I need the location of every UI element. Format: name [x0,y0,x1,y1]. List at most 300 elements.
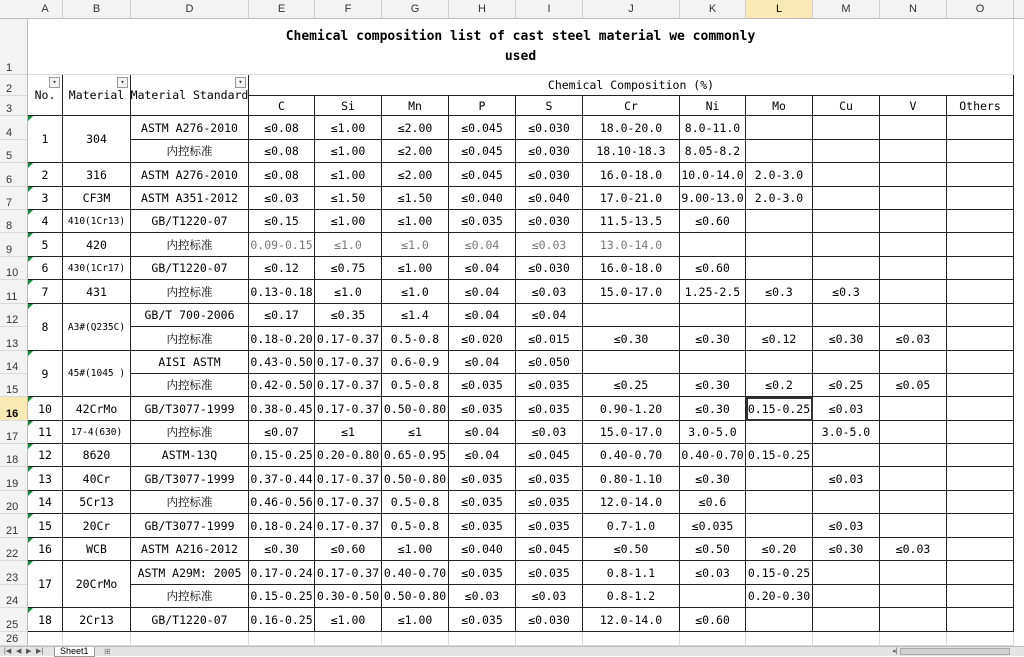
composition-cell[interactable]: ≤0.035 [516,491,583,514]
row-header-20[interactable] [0,491,27,514]
composition-cell[interactable]: ≤0.30 [813,538,880,561]
composition-cell[interactable] [947,140,1014,163]
composition-cell[interactable]: 0.40-0.70 [382,561,449,585]
composition-cell[interactable]: 0.8-1.2 [583,585,680,608]
composition-cell[interactable] [746,608,813,632]
header-element-mo[interactable]: Mo [746,96,813,116]
composition-cell[interactable]: 0.30-0.50 [315,585,382,608]
composition-cell[interactable] [746,304,813,327]
composition-cell[interactable]: ≤0.60 [680,210,746,233]
composition-cell[interactable]: 10.0-14.0 [680,163,746,187]
composition-cell[interactable] [947,421,1014,444]
composition-cell[interactable]: ≤1.50 [382,187,449,210]
composition-cell[interactable]: 0.50-0.80 [382,467,449,491]
composition-cell[interactable]: ≤0.035 [449,608,516,632]
sheet-tab[interactable]: Sheet1 [54,647,95,657]
composition-cell[interactable]: ≤0.30 [249,538,315,561]
composition-cell[interactable] [880,608,947,632]
material-standard[interactable]: GB/T1220-07 [131,210,249,233]
composition-cell[interactable]: ≤0.03 [516,233,583,257]
material-no[interactable]: 6 [28,257,63,280]
composition-cell[interactable]: 12.0-14.0 [583,491,680,514]
composition-cell[interactable]: ≤0.030 [516,163,583,187]
composition-cell[interactable] [880,187,947,210]
material-name[interactable]: 5Cr13 [63,491,131,514]
composition-cell[interactable] [880,233,947,257]
row-header-2[interactable] [0,75,27,96]
empty-cell[interactable] [947,632,1014,646]
composition-cell[interactable]: ≤0.60 [680,608,746,632]
column-header-g[interactable]: G [382,0,449,18]
composition-cell[interactable]: ≤1 [315,421,382,444]
composition-cell[interactable] [947,257,1014,280]
empty-cell[interactable] [449,632,516,646]
header-element-cu[interactable]: Cu [813,96,880,116]
composition-cell[interactable]: ≤0.30 [680,467,746,491]
material-no[interactable]: 8 [28,304,63,351]
composition-cell[interactable]: ≤1.00 [382,257,449,280]
composition-cell[interactable] [947,514,1014,538]
material-no[interactable]: 13 [28,467,63,491]
composition-cell[interactable] [746,421,813,444]
composition-cell[interactable]: ≤0.50 [583,538,680,561]
composition-cell[interactable] [813,140,880,163]
composition-cell[interactable]: ≤0.030 [516,257,583,280]
composition-cell[interactable]: ≤0.50 [680,538,746,561]
material-standard[interactable]: 内控标准 [131,585,249,608]
composition-cell[interactable]: ≤0.03 [880,538,947,561]
row-header-11[interactable] [0,280,27,304]
composition-cell[interactable]: ≤0.035 [449,491,516,514]
composition-cell[interactable]: 15.0-17.0 [583,421,680,444]
composition-cell[interactable]: ≤0.03 [813,467,880,491]
row-header-19[interactable] [0,467,27,491]
composition-cell[interactable]: ≤0.04 [449,304,516,327]
composition-cell[interactable]: ≤0.75 [315,257,382,280]
composition-cell[interactable] [947,608,1014,632]
composition-cell[interactable] [880,351,947,374]
composition-cell[interactable]: ≤0.035 [516,467,583,491]
composition-cell[interactable]: 0.15-0.25 [746,444,813,467]
composition-cell[interactable]: ≤0.03 [880,327,947,351]
composition-cell[interactable]: ≤0.035 [516,561,583,585]
composition-cell[interactable]: ≤0.6 [680,491,746,514]
composition-cell[interactable]: 15.0-17.0 [583,280,680,304]
row-header-23[interactable] [0,561,27,585]
composition-cell[interactable]: 0.20-0.80 [315,444,382,467]
composition-cell[interactable]: 0.5-0.8 [382,491,449,514]
composition-cell[interactable] [813,304,880,327]
composition-cell[interactable]: ≤0.30 [813,327,880,351]
composition-cell[interactable] [880,585,947,608]
material-standard[interactable]: 内控标准 [131,233,249,257]
composition-cell[interactable]: ≤1.00 [315,163,382,187]
composition-cell[interactable] [947,233,1014,257]
composition-cell[interactable] [947,187,1014,210]
composition-cell[interactable]: 3.0-5.0 [680,421,746,444]
composition-cell[interactable] [746,491,813,514]
material-name[interactable]: 430(1Cr17) [63,257,131,280]
composition-cell[interactable]: ≤0.25 [583,374,680,397]
composition-cell[interactable]: 0.50-0.80 [382,397,449,421]
header-element-c[interactable]: C [249,96,315,116]
composition-cell[interactable]: 0.15-0.25 [746,561,813,585]
composition-cell[interactable]: 0.5-0.8 [382,514,449,538]
composition-cell[interactable]: ≤0.04 [449,280,516,304]
material-no[interactable]: 15 [28,514,63,538]
material-standard[interactable]: 内控标准 [131,327,249,351]
empty-cell[interactable] [880,632,947,646]
composition-cell[interactable]: ≤0.035 [449,397,516,421]
composition-cell[interactable]: 0.15-0.25 [249,585,315,608]
composition-cell[interactable]: 0.43-0.50 [249,351,315,374]
composition-cell[interactable]: ≤0.60 [315,538,382,561]
material-name[interactable]: 45#(1045 ) [63,351,131,397]
composition-cell[interactable]: 0.40-0.70 [680,444,746,467]
composition-cell[interactable] [746,210,813,233]
empty-cell[interactable] [315,632,382,646]
composition-cell[interactable] [813,561,880,585]
composition-cell[interactable]: ≤0.03 [813,397,880,421]
header-element-si[interactable]: Si [315,96,382,116]
material-standard[interactable]: ASTM A216-2012 [131,538,249,561]
composition-cell[interactable]: 0.5-0.8 [382,374,449,397]
composition-cell[interactable] [813,210,880,233]
material-standard[interactable]: GB/T1220-07 [131,257,249,280]
composition-cell[interactable]: 0.42-0.50 [249,374,315,397]
composition-cell[interactable] [880,514,947,538]
material-name[interactable]: WCB [63,538,131,561]
composition-cell[interactable]: ≤0.15 [249,210,315,233]
row-header-15[interactable] [0,374,27,397]
composition-cell[interactable]: ≤1 [382,421,449,444]
composition-cell[interactable]: ≤1.50 [315,187,382,210]
composition-cell[interactable] [880,140,947,163]
composition-cell[interactable] [880,491,947,514]
composition-cell[interactable] [947,163,1014,187]
composition-cell[interactable]: 0.65-0.95 [382,444,449,467]
composition-cell[interactable]: 0.50-0.80 [382,585,449,608]
material-standard[interactable]: GB/T3077-1999 [131,467,249,491]
row-header-8[interactable] [0,210,27,233]
composition-cell[interactable]: 0.46-0.56 [249,491,315,514]
material-name[interactable]: 316 [63,163,131,187]
composition-cell[interactable]: ≤0.045 [516,538,583,561]
insert-sheet-icon[interactable]: ⊞ [104,647,111,656]
prev-sheet-icon[interactable]: ◀ [16,648,22,655]
composition-cell[interactable]: ≤0.20 [746,538,813,561]
composition-cell[interactable] [813,351,880,374]
composition-cell[interactable] [947,374,1014,397]
composition-cell[interactable] [947,585,1014,608]
composition-cell[interactable] [583,351,680,374]
composition-cell[interactable]: 0.5-0.8 [382,327,449,351]
column-header-j[interactable]: J [583,0,680,18]
composition-cell[interactable]: ≤0.30 [583,327,680,351]
row-header-7[interactable] [0,187,27,210]
material-name[interactable]: 20CrMo [63,561,131,608]
composition-cell[interactable]: ≤0.30 [680,327,746,351]
composition-cell[interactable]: 8.0-11.0 [680,116,746,140]
composition-cell[interactable] [680,351,746,374]
header-element-p[interactable]: P [449,96,516,116]
composition-cell[interactable]: ≤0.035 [449,210,516,233]
material-name[interactable]: 17-4(630) [63,421,131,444]
composition-cell[interactable]: ≤0.30 [680,397,746,421]
composition-cell[interactable]: ≤0.30 [680,374,746,397]
composition-cell[interactable]: ≤0.050 [516,351,583,374]
composition-cell[interactable]: ≤0.2 [746,374,813,397]
composition-cell[interactable]: ≤1.00 [382,538,449,561]
composition-cell[interactable]: ≤0.12 [746,327,813,351]
composition-cell[interactable] [813,233,880,257]
composition-cell[interactable]: 0.80-1.10 [583,467,680,491]
column-header-b[interactable]: B [63,0,131,18]
composition-cell[interactable]: 0.09-0.15 [249,233,315,257]
composition-cell[interactable]: ≤0.3 [813,280,880,304]
header-element-s[interactable]: S [516,96,583,116]
empty-cell[interactable] [382,632,449,646]
row-header-12[interactable] [0,304,27,327]
composition-cell[interactable]: ≤1.00 [315,140,382,163]
row-header-4[interactable] [0,116,27,140]
row-header-10[interactable] [0,257,27,280]
composition-cell[interactable] [947,304,1014,327]
composition-cell[interactable] [947,397,1014,421]
composition-cell[interactable] [947,538,1014,561]
material-standard[interactable]: GB/T1220-07 [131,608,249,632]
composition-cell[interactable]: ≤0.030 [516,140,583,163]
composition-cell[interactable]: ≤0.03 [516,280,583,304]
header-element-v[interactable]: V [880,96,947,116]
composition-cell[interactable] [813,608,880,632]
composition-cell[interactable]: 0.20-0.30 [746,585,813,608]
row-header-21[interactable] [0,514,27,538]
composition-cell[interactable] [880,421,947,444]
composition-cell[interactable] [947,561,1014,585]
column-header-l[interactable]: L [746,0,813,18]
composition-cell[interactable] [947,491,1014,514]
composition-cell[interactable] [680,233,746,257]
composition-cell[interactable]: ≤0.08 [249,163,315,187]
composition-cell[interactable]: ≤0.04 [516,304,583,327]
composition-cell[interactable] [947,467,1014,491]
composition-cell[interactable]: 0.16-0.25 [249,608,315,632]
composition-cell[interactable]: ≤1.0 [315,280,382,304]
composition-cell[interactable]: ≤1.00 [315,210,382,233]
composition-cell[interactable]: 0.17-0.37 [315,374,382,397]
composition-cell[interactable] [880,397,947,421]
composition-cell[interactable]: 16.0-18.0 [583,257,680,280]
composition-cell[interactable]: 0.15-0.25 [249,444,315,467]
composition-cell[interactable] [680,304,746,327]
composition-cell[interactable]: 13.0-14.0 [583,233,680,257]
composition-cell[interactable]: ≤0.3 [746,280,813,304]
composition-cell[interactable]: 0.6-0.9 [382,351,449,374]
composition-cell[interactable] [947,327,1014,351]
composition-cell[interactable]: 11.5-13.5 [583,210,680,233]
header-no[interactable]: No. ▾ [28,75,63,116]
composition-cell[interactable]: ≤0.12 [249,257,315,280]
material-standard[interactable]: AISI ASTM [131,351,249,374]
split-handle-icon[interactable]: ◂| [892,648,898,655]
row-header-18[interactable] [0,444,27,467]
material-no[interactable]: 7 [28,280,63,304]
material-no[interactable]: 9 [28,351,63,397]
composition-cell[interactable]: ≤0.030 [516,210,583,233]
empty-cell[interactable] [746,632,813,646]
empty-cell[interactable] [813,632,880,646]
composition-cell[interactable]: ≤2.00 [382,116,449,140]
material-no[interactable]: 10 [28,397,63,421]
composition-cell[interactable]: ≤0.035 [449,467,516,491]
material-no[interactable]: 4 [28,210,63,233]
row-header-25[interactable] [0,608,27,632]
material-name[interactable]: 8620 [63,444,131,467]
composition-cell[interactable]: ≤0.035 [516,374,583,397]
composition-cell[interactable]: ≤1.00 [315,116,382,140]
material-no[interactable]: 17 [28,561,63,608]
composition-cell[interactable] [880,210,947,233]
material-standard[interactable]: GB/T3077-1999 [131,397,249,421]
composition-cell[interactable]: 16.0-18.0 [583,163,680,187]
material-no[interactable]: 5 [28,233,63,257]
composition-cell[interactable] [746,351,813,374]
material-no[interactable]: 18 [28,608,63,632]
column-header-o[interactable]: O [947,0,1014,18]
material-name[interactable]: 2Cr13 [63,608,131,632]
row-header-1[interactable] [0,19,27,75]
composition-cell[interactable]: ≤0.04 [449,421,516,444]
composition-cell[interactable]: 0.17-0.37 [315,327,382,351]
composition-cell[interactable]: ≤0.035 [516,514,583,538]
composition-cell[interactable]: 17.0-21.0 [583,187,680,210]
composition-cell[interactable] [880,444,947,467]
row-header-9[interactable] [0,233,27,257]
empty-cell[interactable] [131,632,249,646]
column-header-k[interactable]: K [680,0,746,18]
composition-cell[interactable] [746,467,813,491]
composition-cell[interactable]: 0.13-0.18 [249,280,315,304]
material-standard[interactable]: 内控标准 [131,374,249,397]
composition-cell[interactable]: ≤0.035 [449,561,516,585]
composition-cell[interactable]: ≤0.03 [516,585,583,608]
row-header-6[interactable] [0,163,27,187]
material-name[interactable]: 410(1Cr13) [63,210,131,233]
composition-cell[interactable]: 3.0-5.0 [813,421,880,444]
empty-cell[interactable] [63,632,131,646]
composition-cell[interactable]: 0.37-0.44 [249,467,315,491]
composition-cell[interactable]: ≤0.05 [880,374,947,397]
material-name[interactable]: A3#(Q235C) [63,304,131,351]
composition-cell[interactable]: 18.10-18.3 [583,140,680,163]
empty-cell[interactable] [249,632,315,646]
composition-cell[interactable]: ≤0.03 [449,585,516,608]
composition-cell[interactable] [880,116,947,140]
composition-cell[interactable] [880,304,947,327]
composition-cell[interactable] [746,257,813,280]
column-header-n[interactable]: N [880,0,947,18]
horizontal-scrollbar[interactable] [900,648,1010,655]
material-no[interactable]: 11 [28,421,63,444]
row-header-26[interactable] [0,632,27,646]
composition-cell[interactable]: ≤0.045 [516,444,583,467]
material-no[interactable]: 2 [28,163,63,187]
material-no[interactable]: 1 [28,116,63,163]
composition-cell[interactable] [813,187,880,210]
composition-cell[interactable]: 0.17-0.37 [315,491,382,514]
empty-cell[interactable] [680,632,746,646]
column-header-i[interactable]: I [516,0,583,18]
composition-cell[interactable]: ≤0.03 [249,187,315,210]
row-header-17[interactable] [0,421,27,444]
composition-cell[interactable]: ≤1.0 [382,233,449,257]
composition-cell[interactable]: ≤0.030 [516,116,583,140]
composition-cell[interactable]: ≤2.00 [382,163,449,187]
composition-cell[interactable]: ≤0.07 [249,421,315,444]
column-header-m[interactable]: M [813,0,880,18]
row-header-16[interactable] [0,397,27,421]
composition-cell[interactable]: 0.40-0.70 [583,444,680,467]
composition-cell[interactable]: 0.15-0.25 [746,397,813,421]
composition-cell[interactable]: 0.7-1.0 [583,514,680,538]
composition-cell[interactable]: ≤0.035 [680,514,746,538]
composition-cell[interactable] [947,210,1014,233]
composition-cell[interactable]: ≤0.035 [449,374,516,397]
composition-cell[interactable]: 8.05-8.2 [680,140,746,163]
composition-cell[interactable]: 18.0-20.0 [583,116,680,140]
material-name[interactable]: 431 [63,280,131,304]
composition-cell[interactable] [746,116,813,140]
header-element-ni[interactable]: Ni [680,96,746,116]
composition-cell[interactable]: ≤0.015 [516,327,583,351]
composition-cell[interactable]: ≤0.045 [449,163,516,187]
composition-cell[interactable]: 0.90-1.20 [583,397,680,421]
composition-cell[interactable]: ≤0.045 [449,140,516,163]
header-standard[interactable]: Material Standard ▾ [131,75,249,116]
composition-cell[interactable]: 0.17-0.37 [315,351,382,374]
composition-cell[interactable]: ≤1.00 [382,210,449,233]
row-header-22[interactable] [0,538,27,561]
composition-cell[interactable] [947,280,1014,304]
header-chemical-composition[interactable]: Chemical Composition (%) [249,75,1014,96]
column-header-f[interactable]: F [315,0,382,18]
composition-cell[interactable]: ≤1.0 [382,280,449,304]
composition-cell[interactable] [813,585,880,608]
composition-cell[interactable]: 12.0-14.0 [583,608,680,632]
composition-cell[interactable]: ≤0.35 [315,304,382,327]
composition-cell[interactable]: ≤0.035 [449,514,516,538]
next-sheet-icon[interactable]: ▶ [26,648,32,655]
composition-cell[interactable] [880,163,947,187]
composition-cell[interactable]: ≤0.040 [449,187,516,210]
header-material[interactable]: Material ▾ [63,75,131,116]
material-standard[interactable]: ASTM A276-2010 [131,116,249,140]
composition-cell[interactable]: ≤0.03 [516,421,583,444]
material-no[interactable]: 16 [28,538,63,561]
composition-cell[interactable]: ≤2.00 [382,140,449,163]
material-name[interactable]: CF3M [63,187,131,210]
composition-cell[interactable]: 2.0-3.0 [746,163,813,187]
column-header-d[interactable]: D [131,0,249,18]
composition-cell[interactable]: ≤1.4 [382,304,449,327]
filter-dropdown-icon[interactable]: ▾ [49,77,60,88]
empty-cell[interactable] [583,632,680,646]
composition-cell[interactable]: 1.25-2.5 [680,280,746,304]
row-header-24[interactable] [0,585,27,608]
material-name[interactable]: 420 [63,233,131,257]
composition-cell[interactable] [880,467,947,491]
